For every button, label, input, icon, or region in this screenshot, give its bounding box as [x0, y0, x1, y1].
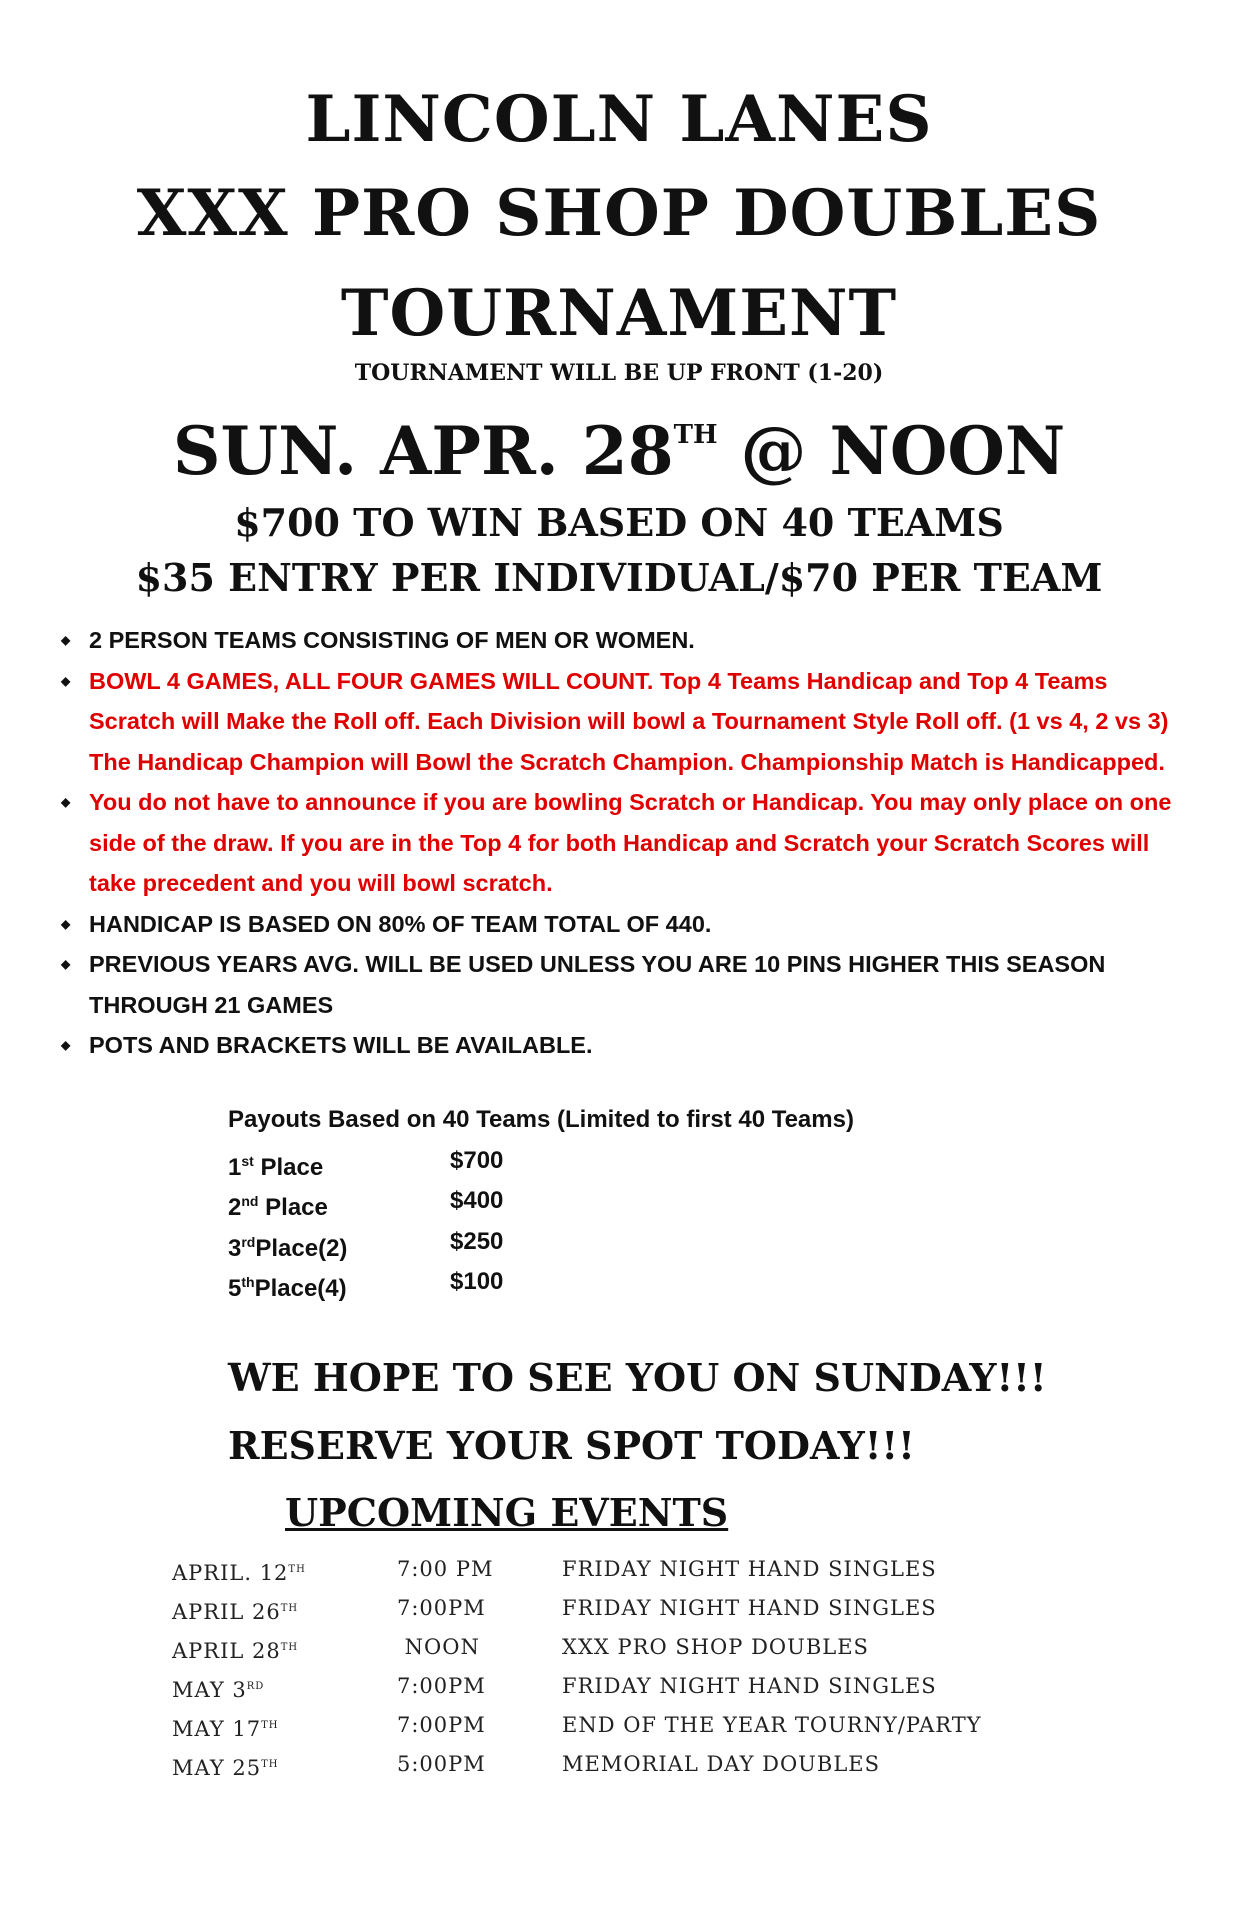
- payout-place-label: Place: [258, 1194, 328, 1221]
- event-date-suffix: TH: [673, 420, 718, 450]
- diamond-bullet-icon: ◆: [61, 633, 71, 647]
- upcoming-events-list: [172, 1550, 1072, 1784]
- event-time: 7:00PM: [397, 1674, 486, 1698]
- rule-text: HANDICAP IS BASED ON 80% OF TEAM TOTAL OF 440.: [89, 910, 712, 937]
- payout-place-number: 3: [228, 1234, 242, 1262]
- payout-amount: $100: [450, 1268, 504, 1295]
- event-date-suffix: TH: [280, 1642, 299, 1653]
- rule-text: BOWL 4 GAMES, ALL FOUR GAMES WILL COUNT. Top 4 Teams Handicap and Top 4 Teams Scratch will Make the Roll off. Each Division will bowl a Tournament Style Roll off. (1 vs 4, 2 vs 3) The Handicap Champion will Bowl the Scratch Champion. Championship Match is Handicapped.: [89, 667, 1169, 775]
- event-row: [172, 1589, 1072, 1628]
- event-date-text: MAY 3: [172, 1678, 247, 1702]
- payout-place-label: Place: [253, 1153, 324, 1181]
- diamond-bullet-icon: ◆: [61, 916, 71, 931]
- event-row: [172, 1745, 1072, 1784]
- event-date-suffix: TH: [261, 1720, 279, 1731]
- diamond-bullet-icon: ◆: [61, 673, 71, 688]
- payout-place-suffix: nd: [241, 1193, 259, 1209]
- event-name: END OF THE YEAR TOURNY/PARTY: [562, 1713, 982, 1737]
- event-date-cell: [172, 1550, 306, 1593]
- diamond-bullet-icon: ◆: [61, 795, 71, 809]
- event-date-time: @ NOON: [717, 412, 1066, 490]
- closing-line-1: WE HOPE TO SEE YOU ON SUNDAY!!!: [228, 1355, 1047, 1400]
- payout-place-label: Place(4): [254, 1275, 347, 1302]
- rule-text: POTS AND BRACKETS WILL BE AVAILABLE.: [89, 1032, 593, 1058]
- event-date-cell: [172, 1745, 278, 1788]
- event-date-text: APRIL 26: [172, 1600, 281, 1624]
- payout-place-suffix: st: [241, 1152, 254, 1169]
- payout-place-suffix: rd: [241, 1233, 256, 1250]
- rules-list: [55, 620, 1185, 1066]
- location-note: TOURNAMENT WILL BE UP FRONT (1-20): [354, 360, 884, 386]
- event-date-suffix: TH: [280, 1603, 299, 1614]
- event-row: [172, 1667, 1072, 1706]
- title-line-2: XXX PRO SHOP DOUBLES: [136, 176, 1102, 251]
- payout-place-label: Place(2): [255, 1234, 348, 1262]
- title-line-3: TOURNAMENT: [340, 276, 898, 351]
- payouts-table: [228, 1141, 928, 1303]
- payout-row: [228, 1262, 928, 1303]
- payout-row: [228, 1141, 928, 1182]
- event-name: XXX PRO SHOP DOUBLES: [562, 1635, 869, 1659]
- diamond-bullet-icon: ◆: [61, 957, 71, 971]
- closing-line-2: RESERVE YOUR SPOT TODAY!!!: [228, 1423, 915, 1468]
- event-date-suffix: TH: [261, 1759, 279, 1770]
- payout-place-suffix: th: [241, 1274, 255, 1290]
- diamond-bullet-icon: ◆: [61, 1038, 71, 1052]
- event-name: FRIDAY NIGHT HAND SINGLES: [562, 1557, 937, 1581]
- event-row: [172, 1550, 1072, 1589]
- event-time: 7:00PM: [397, 1596, 486, 1620]
- event-date-cell: [172, 1589, 298, 1632]
- event-date-suffix: RD: [246, 1681, 265, 1692]
- event-time: NOON: [397, 1635, 480, 1659]
- rule-item: [55, 620, 1185, 661]
- event-time: 5:00PM: [397, 1752, 486, 1776]
- prize-line: $700 TO WIN BASED ON 40 TEAMS: [234, 500, 1004, 545]
- payout-row: [228, 1181, 928, 1222]
- event-date-cell: [172, 1706, 278, 1749]
- payouts-section: [228, 1100, 928, 1303]
- rule-item: [55, 1025, 1185, 1066]
- event-date-cell: [172, 1667, 264, 1710]
- title-line-1: LINCOLN LANES: [305, 82, 933, 157]
- payout-amount: $250: [450, 1227, 504, 1255]
- event-name: MEMORIAL DAY DOUBLES: [562, 1752, 880, 1776]
- event-date-text: APRIL. 12: [172, 1561, 289, 1585]
- event-date-text: MAY 25: [172, 1756, 262, 1780]
- event-time: 7:00 PM: [397, 1557, 494, 1581]
- event-name: FRIDAY NIGHT HAND SINGLES: [562, 1596, 937, 1620]
- rule-text: 2 PERSON TEAMS CONSISTING OF MEN OR WOMEN.: [89, 627, 695, 653]
- rule-text: PREVIOUS YEARS AVG. WILL BE USED UNLESS YOU ARE 10 PINS HIGHER THIS SEASON THROUGH 21 GAMES: [89, 951, 1106, 1018]
- event-row: [172, 1628, 1072, 1667]
- payouts-heading: Payouts Based on 40 Teams (Limited to first 40 Teams): [228, 1106, 854, 1133]
- payout-place: [228, 1262, 347, 1310]
- payout-place-number: 1: [228, 1153, 242, 1181]
- event-date-text: APRIL 28: [172, 1639, 281, 1663]
- payout-amount: $700: [450, 1146, 504, 1174]
- payout-place-number: 2: [228, 1194, 242, 1221]
- upcoming-events-title: UPCOMING EVENTS: [285, 1490, 729, 1535]
- entry-fee-line: $35 ENTRY PER INDIVIDUAL/$70 PER TEAM: [135, 555, 1103, 600]
- payout-place-number: 5: [228, 1275, 242, 1302]
- event-date: [0, 412, 1238, 490]
- event-name: FRIDAY NIGHT HAND SINGLES: [562, 1674, 937, 1698]
- event-date-cell: [172, 1628, 298, 1671]
- payout-amount: $400: [450, 1187, 504, 1214]
- event-date-main: SUN. APR. 28: [172, 412, 674, 490]
- rule-item: [55, 904, 1185, 945]
- payout-row: [228, 1222, 928, 1263]
- rule-item: [55, 944, 1185, 1025]
- rule-text: You do not have to announce if you are bowling Scratch or Handicap. You may only place on one side of the draw. If you are in the Top 4 for both Handicap and Scratch your Scratch Scores will take precedent and you will bowl scratch.: [89, 789, 1172, 896]
- event-date-suffix: TH: [288, 1564, 306, 1575]
- event-row: [172, 1706, 1072, 1745]
- rule-item: [55, 782, 1185, 904]
- event-time: 7:00PM: [397, 1713, 486, 1737]
- event-date-text: MAY 17: [172, 1717, 262, 1741]
- rule-item: [55, 661, 1185, 783]
